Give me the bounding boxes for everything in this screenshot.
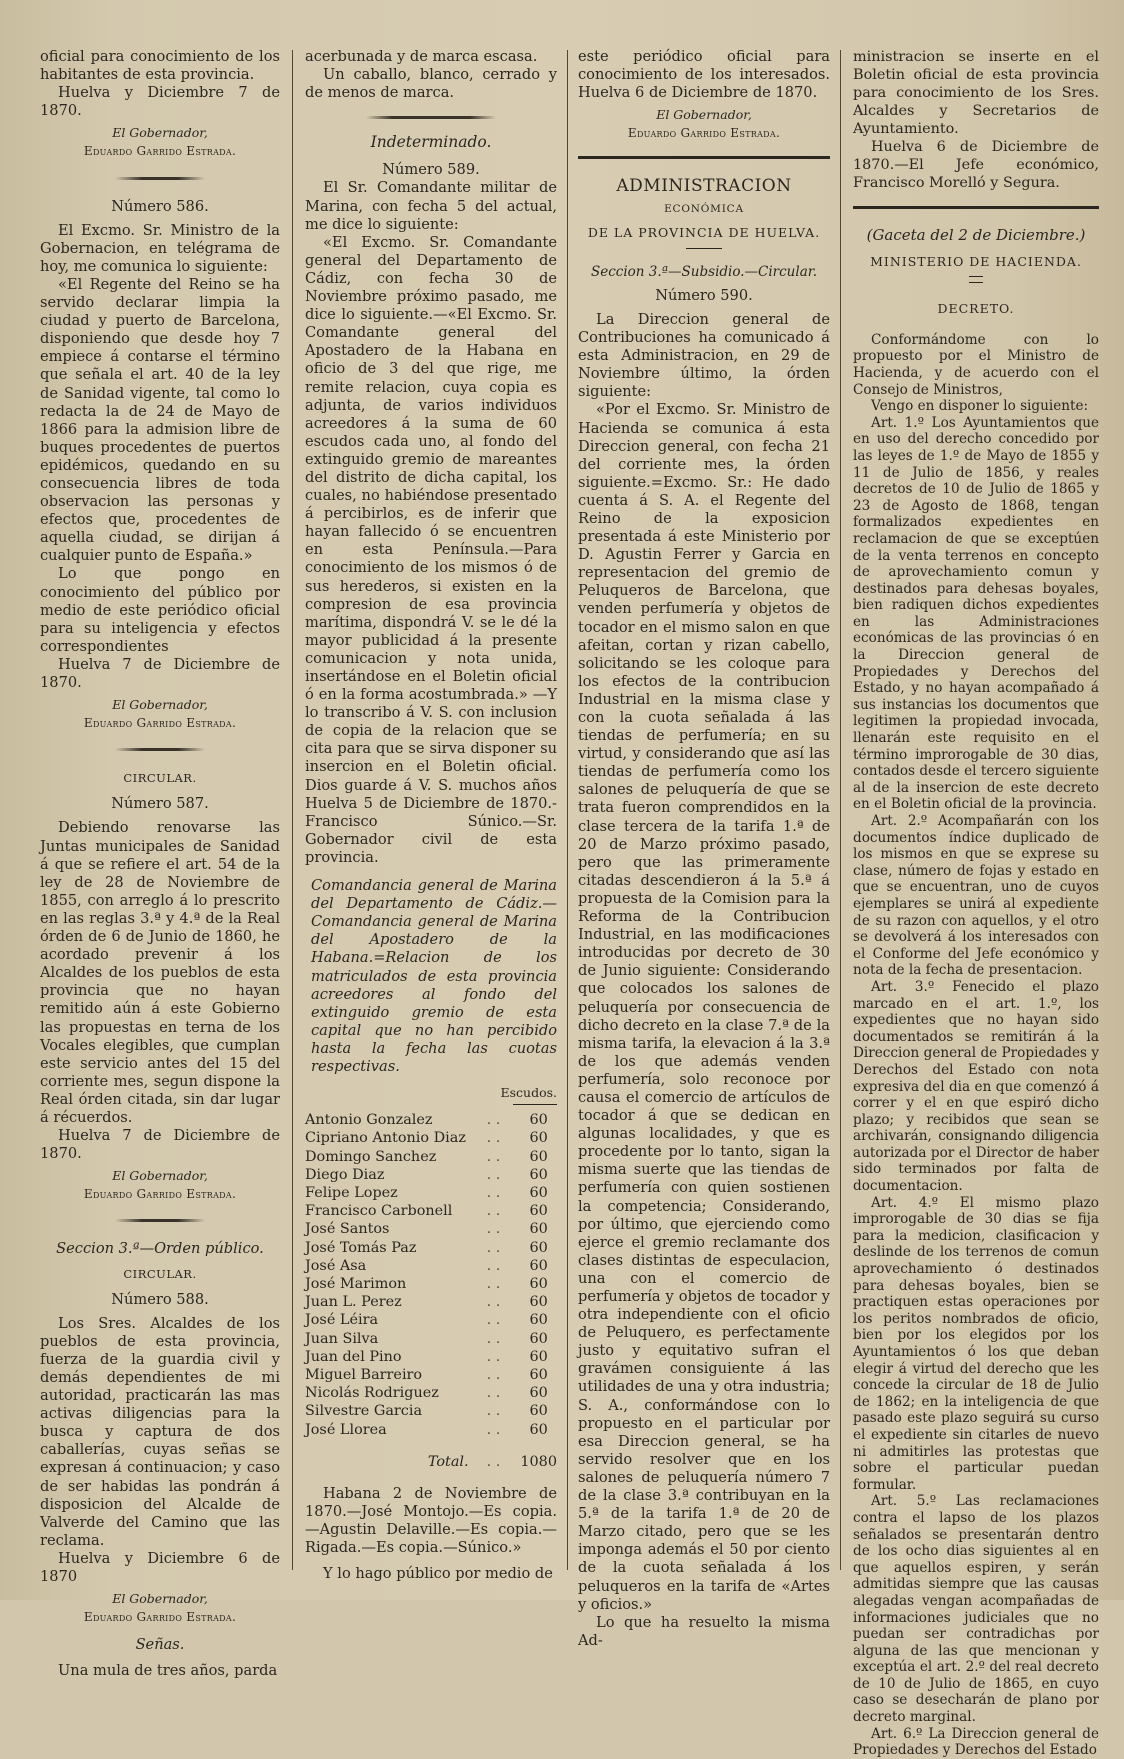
leader-dots: . . <box>486 1275 501 1292</box>
creditor-amount: 60 <box>529 1239 548 1256</box>
date-line: Huelva y Diciembre 6 de 1870 <box>40 1549 280 1586</box>
table-row <box>305 1275 557 1293</box>
table-row <box>305 1311 557 1329</box>
date-line: Huelva 7 de Diciembre de 1870. <box>40 655 280 691</box>
leader-dots: . . <box>486 1148 501 1165</box>
gazette-reference: (Gaceta del 2 de Diciembre.) <box>866 226 1086 244</box>
creditor-amount: 60 <box>529 1275 548 1292</box>
table-row <box>305 1402 557 1420</box>
column-2 <box>305 48 557 1583</box>
paragraph: El Excmo. Sr. Ministro de la Gobernacion, en telégrama de hoy, me comunica lo siguiente: <box>40 221 280 275</box>
creditor-name: José Asa <box>305 1257 367 1274</box>
paragraph: Lo que ha resuelto la misma Ad- <box>578 1613 830 1649</box>
creditor-name: José Léira <box>305 1312 379 1329</box>
leader-dots: . . <box>486 1348 501 1365</box>
signature-name: Eduardo Garrido Estrada. <box>83 1187 237 1202</box>
article: Art. 1.º Los Ayuntamientos que en uso del derecho concedido por las leyes de 1.º de Mayo de 1855 y 11 de Julio de 1856, y reales decretos de 10 de Julio de 1865 y 23 de Agosto de 1868, tengan formalizados expedientes en reclamacion de que se exceptúen de la venta terrenos en concepto de aprovechamiento comun y destinados para dehesas boyales, bien radiquen dichos expedientes en las Administraciones económicas de las provincias ó en la Direccion general de Propiedades y Derechos del Estado, y no hayan acompañado á sus instancias los documentos que legitimen la propiedad invocada, llenarán este requisito en el término improrogable de 30 dias, contados desde el tercero siguiente al de la insercion de este decreto en el Boletin oficial de la provincia. <box>853 414 1099 813</box>
creditor-amount: 60 <box>529 1348 548 1365</box>
date-line: Huelva 7 de Diciembre de 1870. <box>40 1127 280 1163</box>
creditor-name: Francisco Carbonell <box>305 1203 453 1220</box>
table-row <box>305 1220 557 1238</box>
section-subtitle: DE LA PROVINCIA DE HUELVA. <box>587 224 821 240</box>
table-row <box>305 1129 557 1147</box>
paragraph: «Por el Excmo. Sr. Ministro de Hacienda se comunica á esta Direccion general, con fecha 21 del corriente mes, la órden siguiente.=Excmo. Sr.: He dado cuenta á S. A. el Regente del Reino de la exposicion presentada á este Ministerio por D. Agustin Ferrer y Garcia en representacion del gremio de Peluqueros de Barcelona, que venden perfumería y objetos de tocador en el mismo salon en que afeitan, cortan y rizan cabello, solicitando se les coloque para los efectos de la contribucion Industrial en la misma clase y con la cuota señalada á las tiendas de perfumería; en su virtud, y considerando que así las tiendas de perfumería como los salones de peluquería de que se trata fueron comprendidos en la clase tercera de la tarifa 1.ª de 20 de Marzo próximo pasado, pero que las primeramente citadas descendieron á la 5.ª á propuesta de la Comision para la Reforma de la Contribucion Industrial, en las modificaciones introducidas por decreto de 30 de Junio siguiente: Considerando que colocados los salones de peluquería por consecuencia de dicho decreto en la clase 7.ª de la misma tarifa, la elevacion á la 3.ª de los que además venden perfumería, solo reconoce por causa el comercio de artículos de tocador á que se dedican en algunas localidades, y que es procedente por lo tanto, sigan la misma suerte que las tiendas de perfumería con quien sostienen la competencia; Considerando, por último, que ejerciendo como ejerce el gremio reclamante dos clases distintas de especulacion, una con el comercio de perfumería y objetos de tocador y otra independiente con el oficio de Peluquero, es perfectamente justo y equitativo sufran el gravámen consiguiente á las utilidades de una y otra industria; S. A., conformándose con lo propuesto en el particular por esa Direccion general, se ha servido resolver que en los salones de peluquería número 7 de la clase 3.ª contribuyan en la 5.ª de la tarifa 1.ª de 20 de Marzo citado, pero que se les imponga además el 50 por ciento de la cuota señalada á los peluqueros en la tarifa de «Artes y oficios.» <box>578 401 830 1613</box>
signature-name: Eduardo Garrido Estrada. <box>83 144 237 159</box>
column-rule <box>567 50 568 1570</box>
signature-role: El Gobernador, <box>112 1591 208 1607</box>
signature-role: El Gobernador, <box>656 107 752 123</box>
leader-dots: . . <box>486 1166 501 1183</box>
paragraph: «El Regente del Reino se ha servido declarar limpia la ciudad y puerto de Barcelona, disponiendo que desde hoy 7 empiece á contarse el término que señala el art. 40 de la ley de Sanidad vigente, tal como lo redacta la de 24 de Mayo de 1866 para la admision libre de buques procedentes de puertos epidémicos, quedando en su consecuencia libres de toda observacion las personas y efectos que, procedentes de aquella ciudad, se dirijan á cualquier punto de España.» <box>40 275 280 565</box>
paragraph: «El Excmo. Sr. Comandante general del Departamento de Cádiz, con fecha 30 de Noviembre próximo pasado, me dice lo siguiente.—«El Excmo. Sr. Comandante general del Apostadero de la Habana en oficio de 3 del que rige, me remite relacion, cuya copia es adjunta, de varios individuos acreedores á la suma de 60 escudos cada uno, al fondo del extinguido gremio de mareantes del distrito de dicha capital, los cuales, no habiéndose presentado á percibirlos, es de inferir que hayan fallecido ó se encuentren en esta Península.—Para conocimiento de los mismos ó de sus herederos, si existen en la compresion de esa provincia marítima, dispondrá V. se le dé la mayor publicidad á la presente comunicacion y nota unida, insertándose en el Boletin oficial ó en la forma acostumbrada.» —Y lo transcribo á V. S. con inclusion de copia de la relacion que se cita para que se sirva disponer su insercion en el Boletin oficial. Dios guarde á V. S. muchos años Huelva 5 de Diciembre de 1870.-Francisco Súnico.—Sr. Gobernador civil de esta provincia. <box>305 233 557 866</box>
section-rule <box>578 156 830 159</box>
section-rule <box>853 206 1099 209</box>
paragraph: Debiendo renovarse las Juntas municipales de Sanidad á que se refiere el art. 54 de la ley de 28 de Noviembre de 1855, con arreglo á lo prescrito en las reglas 3.ª y 4.ª de la Real órden de 6 de Junio de 1860, he acordado prevenir á los Alcaldes de los pueblos de esta provincia que no hayan remitido aún á este Gobierno las propuestas en terna de los Vocales elegibles, que cumplan este servicio antes del 15 del corriente mes, segun dispone la Real órden citada, sin dar lugar á récuerdos. <box>40 819 280 1126</box>
paragraph: Los Sres. Alcaldes de los pueblos de esta provincia, fuerza de la guardia civil y demás dependientes de mi autoridad, practicarán las mas activas diligencias para la busca y captura de dos caballerías, cuyas señas se expresan á continuacion; y caso de ser habidas las pondrán á disposicion del Alcalde de Valverde del Camino que las reclama. <box>40 1314 280 1549</box>
leader-dots: . . <box>486 1453 501 1470</box>
section-title: ADMINISTRACION <box>616 176 792 197</box>
section-label: CIRCULAR. <box>123 1266 197 1281</box>
creditor-name: José Santos <box>305 1221 390 1238</box>
paragraph: Habana 2 de Noviembre de 1870.—José Montojo.—Es copia.—Agustin Delaville.—Es copia.—Rigada.—Es copia.—Súnico.» <box>305 1485 557 1557</box>
creditor-amount: 60 <box>529 1367 548 1383</box>
column-3 <box>578 48 830 1650</box>
creditor-amount: 60 <box>529 1330 548 1347</box>
article: Art. 4.º El mismo plazo improrogable de 30 dias se fija para la medicion, clasificacion y deslinde de los terrenos de comun aprovechamiento ó destinados para dehesas boyales, bien se practiquen estas operaciones por los peritos nombrados de oficio, bien por los elegidos por los Ayuntamientos ó los que deban elegir á virtud del derecho que les concede la circular de 18 de Julio de 1862; en la inteligencia de que pasado este plazo seguirá su curso el expediente sin citarles de nuevo ni admitirles las protestas que sobre el particular puedan formular. <box>853 1194 1099 1493</box>
creditor-amount: 60 <box>529 1148 548 1165</box>
creditor-amount: 60 <box>529 1312 548 1329</box>
article: Art. 3.º Fenecido el plazo marcado en el art. 1.º, los expedientes que no hayan sido documentados se remitirán á la Direccion general de Propiedades y Derechos del Estado con nota expresiva del dia en que comenzó á correr y el en que espiró dicho plazo; y recibidos que sean se archivarán, consignando diligencia autorizada por el Director de haber sido terminados por falta de documentacion. <box>853 978 1099 1195</box>
total-row <box>305 1439 557 1471</box>
date-line: Huelva 6 de Diciembre de 1870.—El Jefe económico, Francisco Morelló y Segura. <box>853 139 1099 191</box>
paragraph: Vengo en disponer lo siguiente: <box>871 398 1089 415</box>
table-row <box>305 1239 557 1257</box>
leader-dots: . . <box>486 1330 501 1347</box>
table-row <box>305 1293 557 1311</box>
signature-name: Eduardo Garrido Estrada. <box>83 1610 237 1625</box>
paragraph: acerbunada y de marca escasa. <box>305 48 538 65</box>
section-subtitle: ECONÓMICA <box>664 202 744 215</box>
table-row <box>305 1330 557 1348</box>
creditor-name: Juan Silva <box>305 1330 379 1347</box>
ornament-divider <box>115 1219 205 1222</box>
article: Art. 5.º Las reclamaciones contra el lapso de los plazos señalados se presentarán dentro de los ocho dias siguientes al en que aquellos espiren, y serán admitidas siempre que las causas alegadas vengan acompañadas de informaciones judiciales que no puedan ser contradichas por alguna de las que mencionan y exceptúa el art. 2.º del real decreto de 10 de Julio de 1865, en cuyo caso se desecharán de plano por decreto marginal. <box>853 1493 1099 1726</box>
creditor-name: José Llorea <box>305 1421 387 1438</box>
relation-heading: Comandancia general de Marina del Departamento de Cádiz.—Comandancia general de Marina del Apostadero de la Habana.=Relacion de los matriculados de esta provincia acreedores al fondo del extinguido gremio de esta capital que no han percibido hasta la fecha las cuotas respectivas. <box>311 877 557 1075</box>
column-1 <box>40 48 280 1681</box>
ornament-divider <box>366 116 496 119</box>
creditor-table <box>305 1111 557 1471</box>
leader-dots: . . <box>486 1385 501 1402</box>
creditor-name: Miguel Barreiro <box>305 1367 423 1383</box>
table-row <box>305 1366 557 1384</box>
divider <box>969 276 983 283</box>
column-rule <box>292 50 293 1570</box>
leader-dots: . . <box>486 1184 501 1201</box>
creditor-amount: 60 <box>529 1294 548 1311</box>
creditor-name: Juan L. Perez <box>305 1294 402 1311</box>
notice-number: Número 588. <box>111 1290 209 1308</box>
total-value: 1080 <box>520 1453 557 1470</box>
table-row <box>305 1202 557 1220</box>
ornament-divider <box>115 748 205 751</box>
paragraph: El Sr. Comandante militar de Marina, con fecha 5 del actual, me dice lo siguiente: <box>305 179 557 233</box>
date-line: Huelva y Diciembre 7 de 1870. <box>40 84 280 120</box>
paragraph: ministracion se inserte en el Boletin oficial de esta provincia para conocimiento de los Sres. Alcaldes y Secretarios de Ayuntamiento. <box>853 49 1099 137</box>
leader-dots: . . <box>486 1112 501 1129</box>
signature-role: El Gobernador, <box>112 125 208 141</box>
section-heading: Seccion 3.ª—Subsidio.—Circular. <box>590 263 818 280</box>
column-4 <box>853 48 1099 1759</box>
creditor-name: Cipriano Antonio Diaz <box>305 1130 466 1147</box>
total-label: Total. <box>427 1453 469 1470</box>
creditor-name: Nicolás Rodriguez <box>305 1385 439 1402</box>
table-row <box>305 1148 557 1166</box>
column-header: Escudos. <box>500 1085 557 1101</box>
paragraph: este periódico oficial para conocimiento de los interesados. Huelva 6 de Diciembre de 1870. <box>578 48 830 102</box>
paragraph: Conformándome con lo propuesto por el Ministro de Hacienda, y de acuerdo con el Consejo de Ministros, <box>853 331 1099 398</box>
table-row <box>305 1184 557 1202</box>
creditor-name: Silvestre Garcia <box>305 1403 423 1420</box>
table-row <box>305 1166 557 1184</box>
paragraph: oficial para conocimiento de los habitantes de esta provincia. <box>40 48 280 84</box>
paragraph: Una mula de tres años, parda <box>58 1662 278 1680</box>
notice-number: Número 586. <box>111 197 209 215</box>
section-heading: Seccion 3.ª—Orden público. <box>56 1240 264 1258</box>
paragraph: Un caballo, blanco, cerrado y de menos de marca. <box>305 66 557 102</box>
table-row <box>305 1421 557 1439</box>
creditor-amount: 60 <box>529 1166 548 1183</box>
leader-dots: . . <box>486 1130 501 1147</box>
creditor-amount: 60 <box>529 1112 548 1129</box>
creditor-amount: 60 <box>529 1385 548 1402</box>
leader-dots: . . <box>486 1257 501 1274</box>
leader-dots: . . <box>486 1221 501 1238</box>
table-row <box>305 1257 557 1275</box>
notice-number: Número 589. <box>382 161 480 179</box>
article: Art. 2.º Acompañarán con los documentos índice duplicado de los mismos en que se exprese su clase, número de fojas y estado en que se encuentran, uno de cuyos ejemplares se unirá al expediente de su razon con aquellos, y el otro se devolverá á los interesados con el Conforme del Jefe económico y nota de la fecha de presentacion. <box>853 813 1099 979</box>
creditor-amount: 60 <box>529 1403 548 1420</box>
divider <box>686 248 722 249</box>
creditor-amount: 60 <box>529 1130 548 1147</box>
table-row <box>305 1348 557 1366</box>
creditor-amount: 60 <box>529 1184 548 1201</box>
creditor-amount: 60 <box>529 1257 548 1274</box>
leader-dots: . . <box>486 1421 501 1438</box>
creditor-amount: 60 <box>529 1421 548 1438</box>
leader-dots: . . <box>486 1403 501 1420</box>
article: Art. 6.º La Direccion general de Propiedades y Derechos del Estado <box>853 1725 1099 1759</box>
creditor-name: Juan del Pino <box>305 1348 402 1365</box>
creditor-name: José Tomás Paz <box>305 1239 417 1256</box>
section-heading: Señas. <box>135 1636 185 1654</box>
signature-name: Eduardo Garrido Estrada. <box>627 126 781 141</box>
creditor-name: Felipe Lopez <box>305 1184 398 1201</box>
notice-number: Número 587. <box>111 795 209 813</box>
signature-role: El Gobernador, <box>112 1168 208 1184</box>
leader-dots: . . <box>486 1367 501 1383</box>
paragraph: La Direccion general de Contribuciones ha comunicado á esta Administracion, en 29 de Noviembre último, la órden siguiente: <box>578 310 830 401</box>
paragraph: Y lo hago público por medio de <box>323 1565 553 1583</box>
signature-role: El Gobernador, <box>112 697 208 713</box>
table-row <box>305 1384 557 1402</box>
leader-dots: . . <box>486 1203 501 1220</box>
creditor-name: Diego Diaz <box>305 1166 385 1183</box>
section-label: CIRCULAR. <box>123 771 197 786</box>
signature-name: Eduardo Garrido Estrada. <box>83 716 237 731</box>
table-row <box>305 1111 557 1129</box>
header-underline <box>513 1104 557 1105</box>
leader-dots: . . <box>486 1294 501 1311</box>
paragraph: Lo que pongo en conocimiento del público por medio de este periódico oficial para su inteligencia y efectos correspondientes <box>40 565 280 655</box>
ornament-divider <box>115 177 205 180</box>
creditor-amount: 60 <box>529 1203 548 1220</box>
creditor-amount: 60 <box>529 1221 548 1238</box>
creditor-name: Domingo Sanchez <box>305 1148 437 1165</box>
column-rule <box>840 50 841 1570</box>
creditor-name: José Marimon <box>305 1275 407 1292</box>
ministry-title: MINISTERIO DE HACIENDA. <box>870 253 1082 269</box>
creditor-name: Antonio Gonzalez <box>305 1112 433 1129</box>
leader-dots: . . <box>486 1239 501 1256</box>
section-heading: Indeterminado. <box>370 133 492 152</box>
notice-number: Número 590. <box>655 286 753 304</box>
leader-dots: . . <box>486 1312 501 1329</box>
decree-title: DECRETO. <box>937 301 1015 317</box>
